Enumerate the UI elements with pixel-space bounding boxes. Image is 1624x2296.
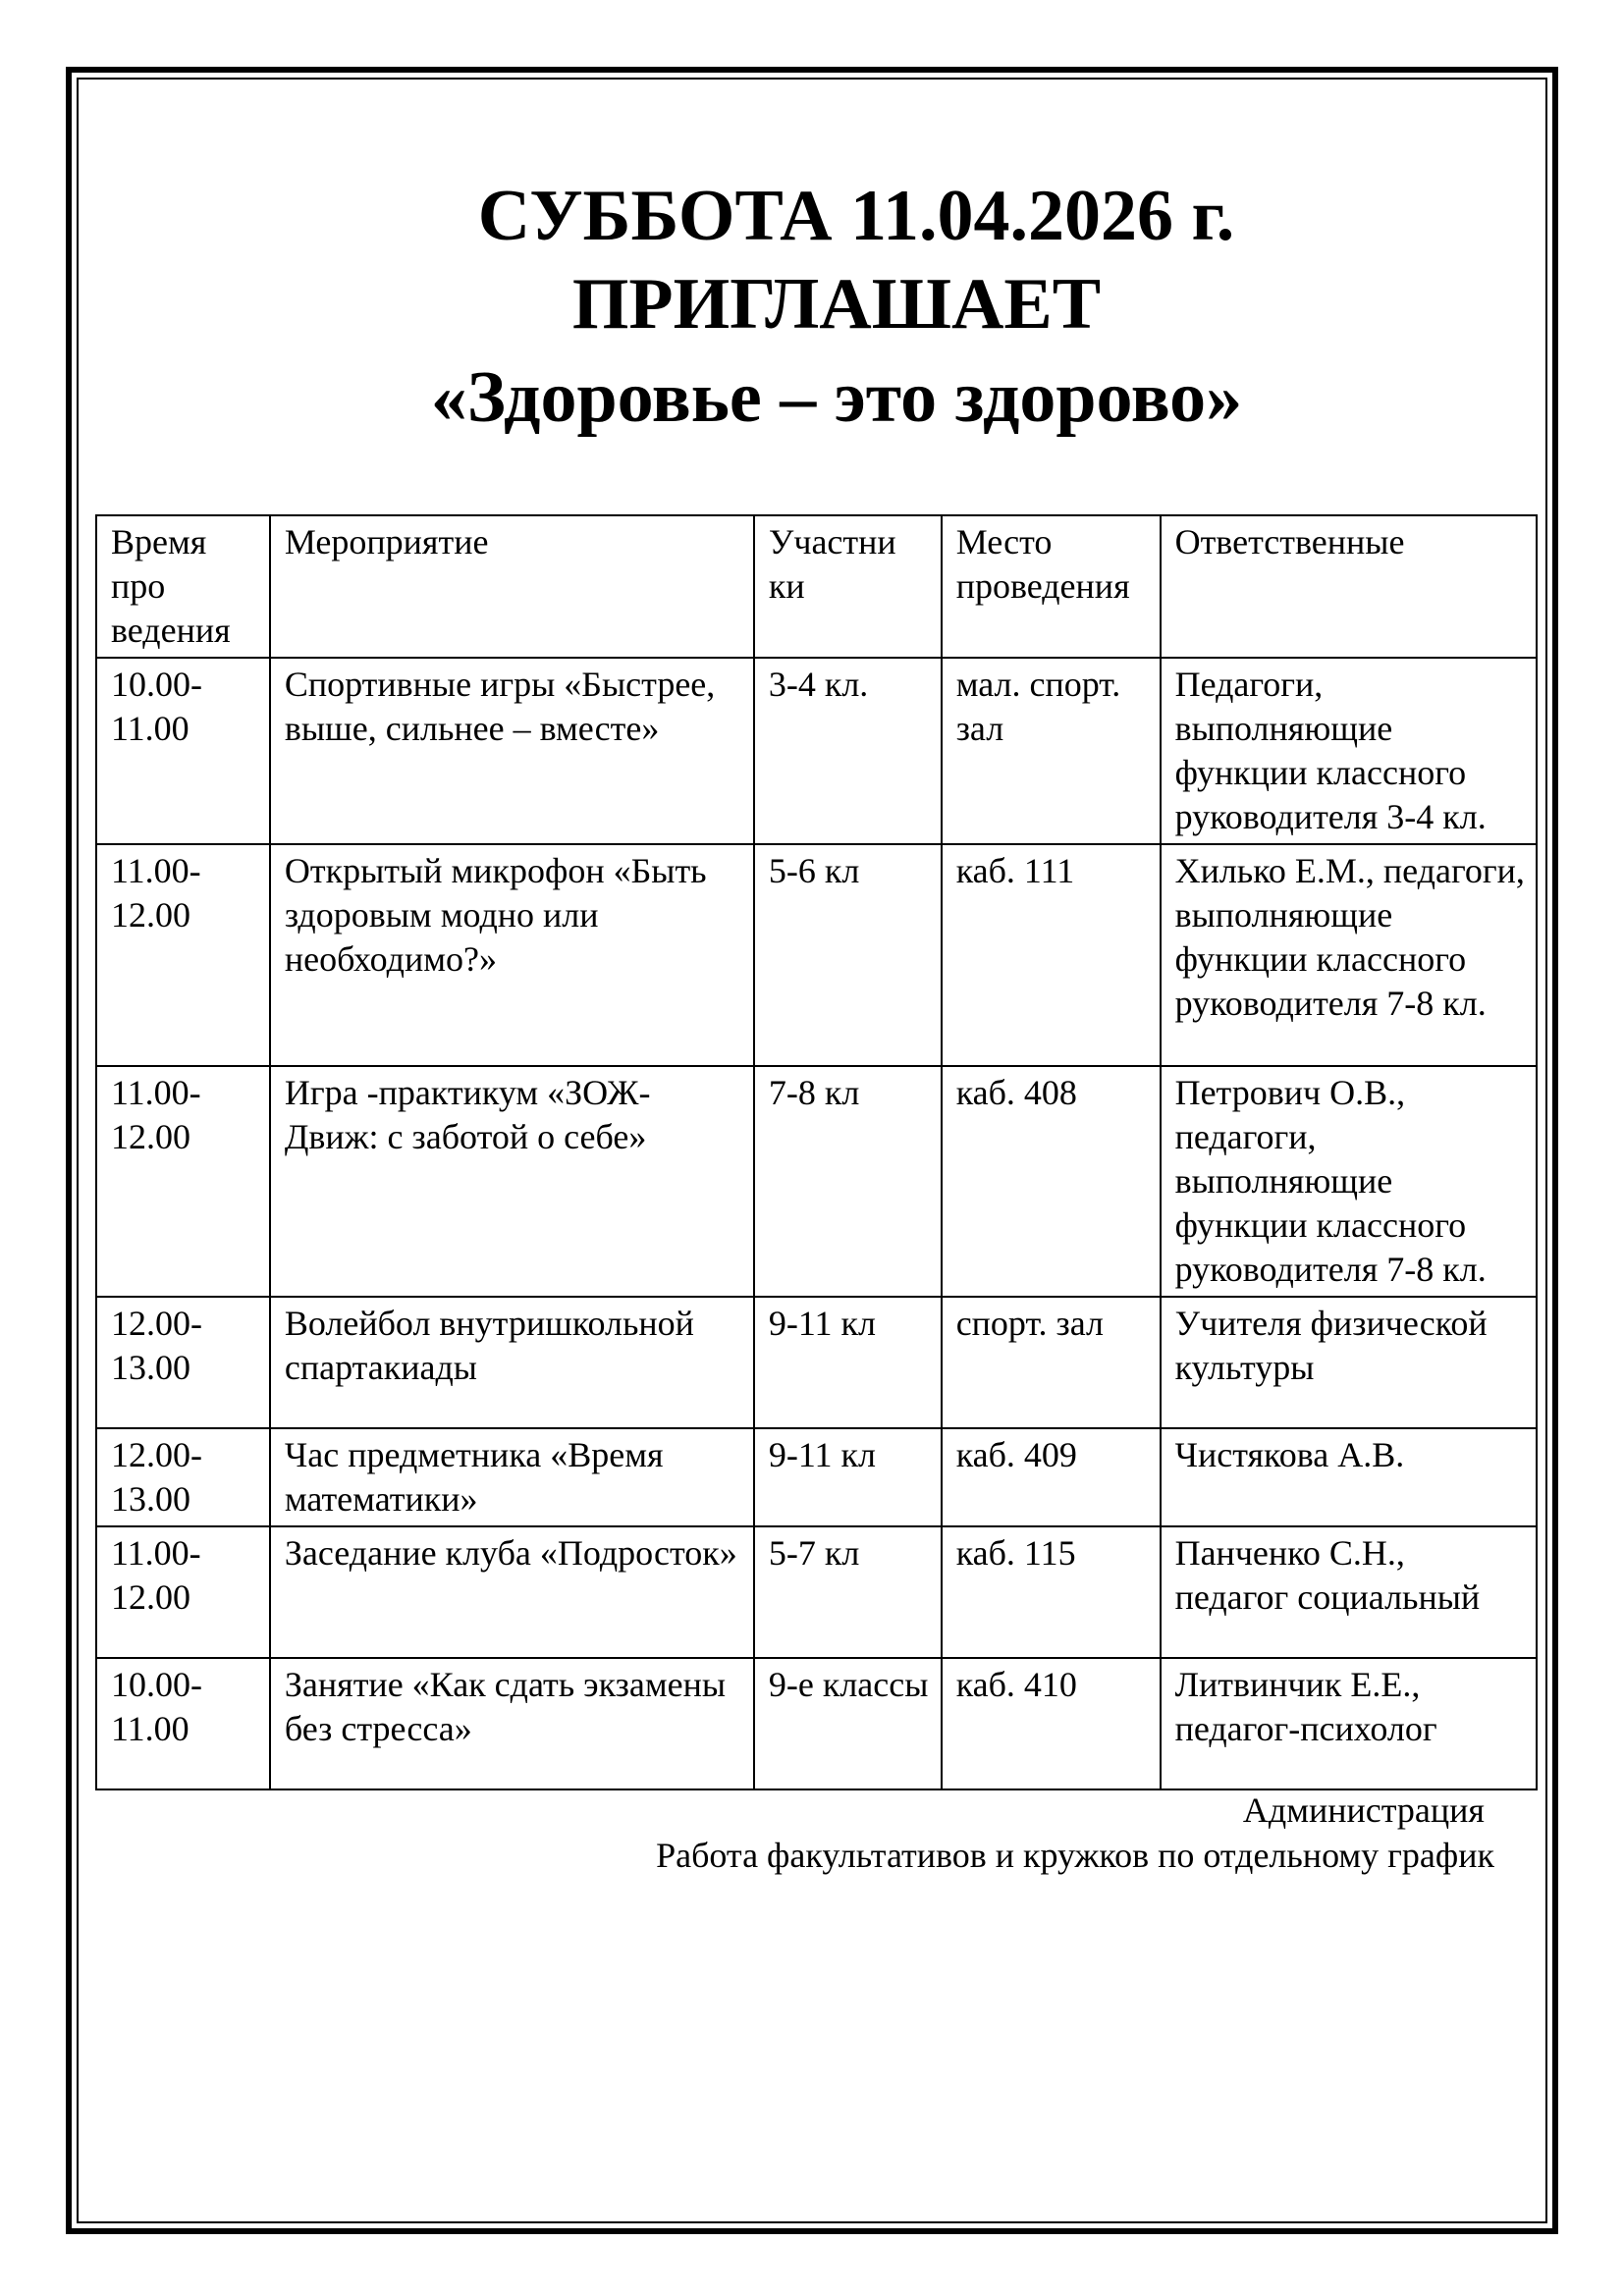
cell-responsible: Педагоги, выполняющие функции классного руководителя 3-4 кл. xyxy=(1161,658,1537,844)
table-row xyxy=(96,1297,1537,1428)
cell-event: Волейбол внутришкольной спартакиады xyxy=(270,1297,754,1428)
cell-time: 12.00-13.00 xyxy=(96,1297,270,1428)
cell-event: Игра -практикум «ЗОЖ-Движ: с заботой о себе» xyxy=(270,1066,754,1297)
cell-place: каб. 111 xyxy=(942,844,1161,1066)
table-row xyxy=(96,1428,1537,1526)
cell-responsible: Чистякова А.В. xyxy=(1161,1428,1537,1526)
table-header-row xyxy=(96,515,1537,658)
cell-event: Час предметника «Время математики» xyxy=(270,1428,754,1526)
cell-time: 12.00-13.00 xyxy=(96,1428,270,1526)
cell-participants: 9-11 кл xyxy=(754,1297,942,1428)
footer-administration: Администрация xyxy=(1242,1790,1485,1830)
cell-event: Занятие «Как сдать экзамены без стресса» xyxy=(270,1658,754,1789)
cell-participants: 9-11 кл xyxy=(754,1428,942,1526)
header-participants: Участни ки xyxy=(754,515,942,658)
cell-time: 10.00-11.00 xyxy=(96,658,270,844)
footer-note: Работа факультативов и кружков по отдельному график xyxy=(656,1836,1494,1875)
table-row xyxy=(96,1066,1537,1297)
page-title xyxy=(77,172,1547,447)
schedule-table xyxy=(95,514,1538,1790)
table-row xyxy=(96,844,1537,1066)
cell-responsible: Хилько Е.М., педагоги, выполняющие функции классного руководителя 7-8 кл. xyxy=(1161,844,1537,1066)
cell-participants: 5-6 кл xyxy=(754,844,942,1066)
cell-responsible: Панченко С.Н., педагог социальный xyxy=(1161,1526,1537,1658)
cell-time: 11.00-12.00 xyxy=(96,1526,270,1658)
cell-time: 11.00-12.00 xyxy=(96,1066,270,1297)
header-responsible: Ответственные xyxy=(1161,515,1537,658)
cell-participants: 7-8 кл xyxy=(754,1066,942,1297)
cell-place: спорт. зал xyxy=(942,1297,1161,1428)
cell-event: Заседание клуба «Подросток» xyxy=(270,1526,754,1658)
cell-participants: 5-7 кл xyxy=(754,1526,942,1658)
table-row xyxy=(96,1526,1537,1658)
table-row xyxy=(96,658,1537,844)
title-invites: ПРИГЛАШАЕТ xyxy=(571,264,1102,345)
cell-event: Спортивные игры «Быстрее, выше, сильнее – вместе» xyxy=(270,658,754,844)
cell-event: Открытый микрофон «Быть здоровым модно или необходимо?» xyxy=(270,844,754,1066)
title-date: СУББОТА 11.04.2026 г. xyxy=(477,176,1235,256)
cell-place: каб. 410 xyxy=(942,1658,1161,1789)
cell-responsible: Учителя физической культуры xyxy=(1161,1297,1537,1428)
header-time: Время про ведения xyxy=(96,515,270,658)
header-place: Место проведения xyxy=(942,515,1161,658)
cell-place: каб. 409 xyxy=(942,1428,1161,1526)
cell-place: мал. спорт. зал xyxy=(942,658,1161,844)
cell-responsible: Литвинчик Е.Е., педагог-психолог xyxy=(1161,1658,1537,1789)
cell-time: 10.00-11.00 xyxy=(96,1658,270,1789)
cell-time: 11.00-12.00 xyxy=(96,844,270,1066)
cell-place: каб. 115 xyxy=(942,1526,1161,1658)
table-row xyxy=(96,1658,1537,1789)
title-event-name: «Здоровье – это здорово» xyxy=(430,357,1243,438)
cell-participants: 9-е классы xyxy=(754,1658,942,1789)
cell-participants: 3-4 кл. xyxy=(754,658,942,844)
header-event: Мероприятие xyxy=(270,515,754,658)
cell-responsible: Петрович О.В., педагоги, выполняющие функции классного руководителя 7-8 кл. xyxy=(1161,1066,1537,1297)
cell-place: каб. 408 xyxy=(942,1066,1161,1297)
